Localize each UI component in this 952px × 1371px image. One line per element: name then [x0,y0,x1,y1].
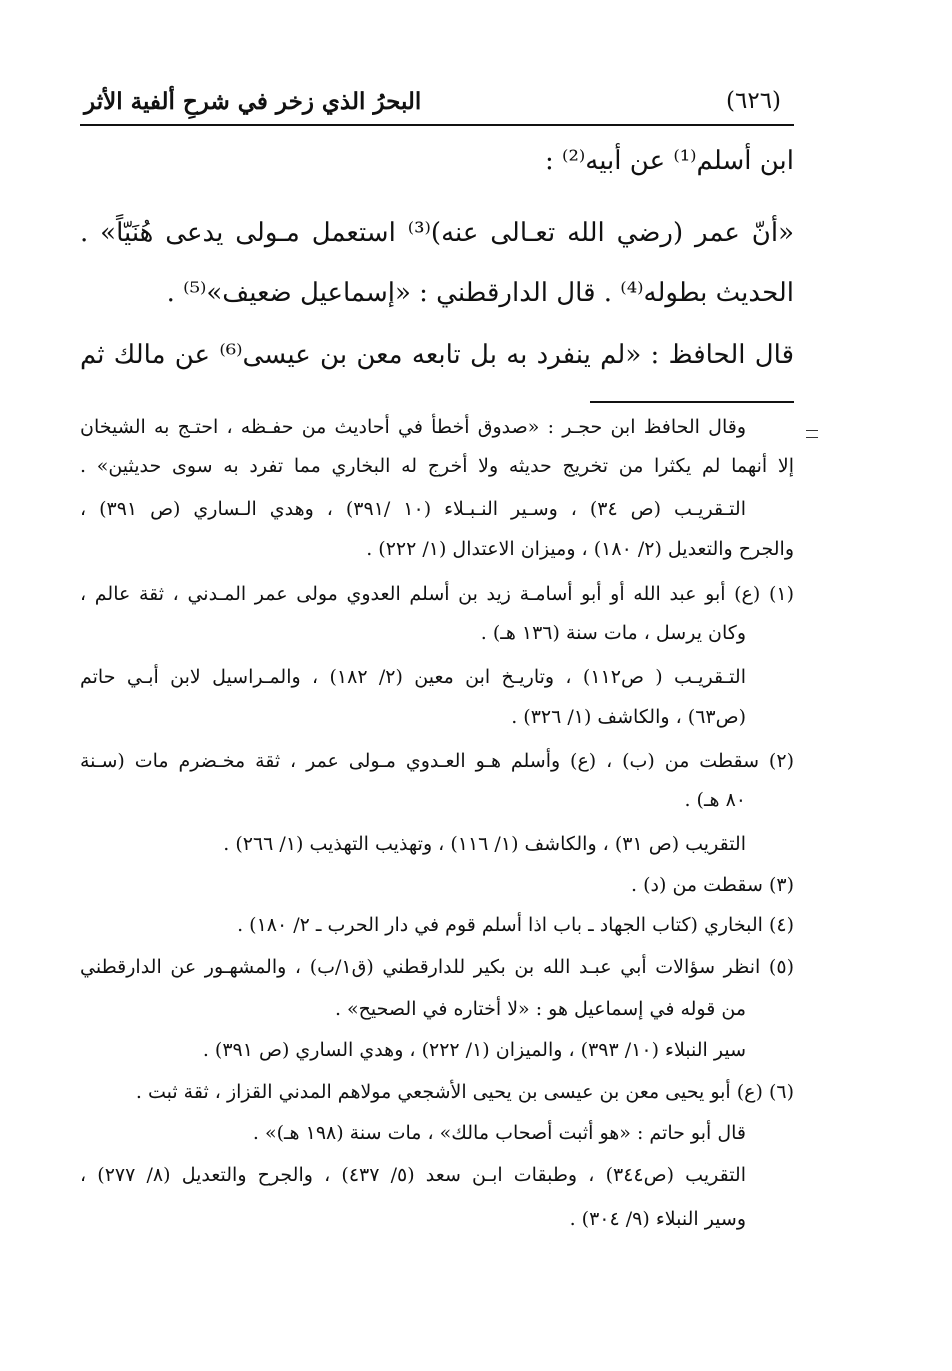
margin-mark [806,430,818,438]
footnote-line: قال أبو حاتم : «هو أثبت أصحاب مالك» ، مات سنة (١٩٨ هـ)» . [252,1122,746,1144]
footnote-line: (٦) (ع) أبو يحيى معن بن عيسى بن يحيى الأشجعي مولاهم المدني القزاز ، ثقة ثبت . [135,1081,794,1103]
footnote-line: (ص٦٣) ، والكاشف (١/ ٣٢٦) . [511,706,746,728]
running-header-title: البحرُ الذي زخر في شرحِ ألفية الأثر [84,88,422,115]
footnote-line: والجرح والتعديل (٢/ ١٨٠) ، وميزان الاعتدال (١/ ٢٢٢) . [366,538,794,560]
footnote-line: وسير النبلاء (٩/ ٣٠٤) . [569,1208,746,1230]
footnote-line: وقال الحافظ ابن حجـر : «صدوق أخطأ في أحاديث من حفـظه ، احتـج به الشيخان [80,416,746,438]
footnote-separator [590,401,794,403]
footnote-line: (٥) انظر سؤالات أبي عبـد الله بن بكير للدارقطني (ق١/ب) ، والمشهـور عن الدارقطني [80,956,794,978]
footnote-line: سير النبلاء (١٠/ ٣٩٣) ، والميزان (١/ ٢٢٢) ، وهدي الساري (ص ٣٩١) . [202,1039,746,1061]
footnote-line: التـقريـب (ص ٣٤) ، وسـير النـبـلاء (١٠ /٣٩١) ، وهدي الـساري (ص ٣٩١) ، [80,498,746,520]
footnote-line: (٢) سقطت من (ب) ، (ع) وأسلم هـو العـدوي مـولى عمر ، ثقة مخـضرم مات (سـنة [80,750,794,772]
footnote-line: (١) (ع) أبو عبد الله أو أبو أسامـة زيد بن أسلم العدوي مولى عمر المـدني ، ثقة عالم ، [80,583,794,605]
header-rule [80,124,794,126]
page-number: (٦٢٦) [726,88,782,114]
footnote-line: وكان يرسل ، مات سنة (١٣٦ هـ) . [480,622,746,644]
footnote-line: ٨٠ هـ) . [684,789,746,811]
main-text-line: قال الحافظ : «لم ينفرد به بل تابعه معن بن عيسى⁽⁶⁾ عن مالك ثم [80,340,794,370]
footnote-line: التقريب (ص٣٤٤) ، وطبقات ابـن سعد (٥/ ٤٣٧) ، والجرح والتعديل (٨/ ٢٧٧) ، [80,1164,746,1186]
footnote-line: (٤) البخاري (كتاب الجهاد ـ باب اذا أسلم قوم في دار الحرب ـ ٢/ ١٨٠) . [237,914,794,936]
main-text-line: «أنّ عمر (رضي الله تعـالى عنه)⁽³⁾ استعمل مـولى يدعى هُنَيّاً» . [80,218,794,248]
footnote-line: من قوله في إسماعيل هو : «لا أختاره في الصحيح» . [334,998,746,1020]
footnote-line: (٣) سقطت من (د) . [631,874,794,896]
footnote-line: إلا أنهما لم يكثرا من تخريج حديثه ولا أخرج له البخاري مما تفرد به سوى حديثين» . [80,455,794,477]
main-text-line: ابن أسلم⁽¹⁾ عن أبيه⁽²⁾ : [545,146,794,176]
footnote-line: التقريب (ص ٣١) ، والكاشف (١/ ١١٦) ، وتهذيب التهذيب (١/ ٢٦٦) . [223,833,746,855]
main-text-line: الحديث بطوله⁽⁴⁾ . قال الدارقطني : «إسماعيل ضعيف»⁽⁵⁾ . [166,278,794,308]
footnote-line: التـقريـب ( ص١١٢) ، وتاريـخ ابن معين (٢/ ١٨٢) ، والمـراسيل لابن أبـي حاتم [80,666,746,688]
